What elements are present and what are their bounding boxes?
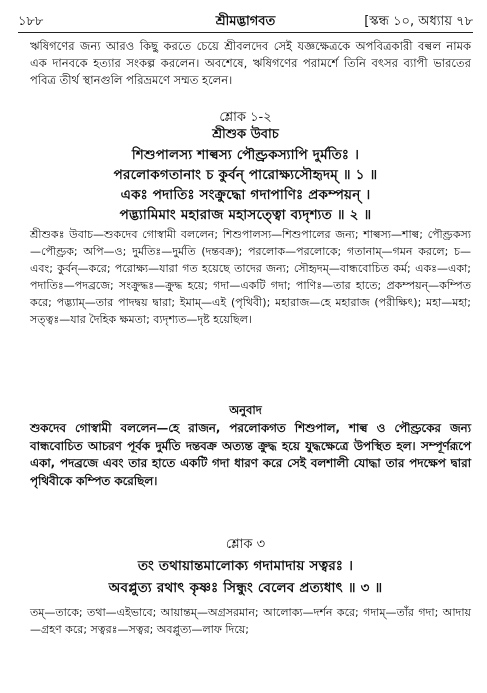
verse-line: শিশুপালস্য শাল্বস্য পৌণ্ড্রকস্যাপি দুর্মতিঃ । <box>131 147 360 163</box>
word-for-word: শ্রীশুকঃ উবাচ—শুকদেব গোস্বামী বললেন; শিশুপালস্য—শিশুপালের জন্য; শাল্বস্য—শাল্ব; পৌণ্ড্রকস্য—পৌণ্ড্রক; অপি—ও; দুর্মতিঃ—দুর্মতি (দন্তবক্র); পরলোক—পরলোকে; গতানাম্—গমন করলে; চ—এবং; কুর্বন্—করে; পরোক্ষ্য—যারা গত হয়েছে তাদের জন্য; সৌহৃদম্—বান্ধবোচিত কর্ম; একঃ—একা; পদাতিঃ—পদব্রজে; সংক্রুদ্ধঃ—ক্রুদ্ধ হয়ে; গদা—একটি গদা; পাণিঃ—তার হাতে; প্রকম্পয়ন্—কম্পিত করে; পদ্ভ্যাম্—তার পাদদ্বয় দ্বারা; ইমাম্—এই (পৃথিবী); মহারাজ—হে মহারাজ (পরীক্ষিৎ); মহা—মহা; সত্ত্বঃ—যার দৈহিক ক্ষমতা; ব্যদৃশ্যত—দৃষ্ট হয়েছিল। <box>30 228 471 326</box>
verse-heading: শ্লোক ১-২ <box>219 110 272 125</box>
verse-line: পরলোকগতানাং চ কুর্বন্ পারোক্ষ্যসৌহৃদম্ ॥ ১ ॥ <box>113 167 378 183</box>
header-divider <box>18 32 473 33</box>
word-for-word: তম্—তাকে; তথা—এইভাবে; আয়ান্তম্—অগ্রসরমান; আলোক্য—দর্শন করে; গদাম্—তাঁর গদা; আদায়—গ্রহণ করে; সত্বরঃ—সত্বর; অবপ্লুত্য—লাফ দিয়ে; <box>30 606 471 636</box>
verse-line: তং তথায়ান্তমালোক্য গদামাদায় সত্বরঃ । <box>137 558 354 574</box>
translation-heading: অনুবাদ <box>229 403 262 417</box>
page-number: ১৮৮ <box>18 14 44 29</box>
verse-heading: শ্লোক ৩ <box>225 537 266 552</box>
chapter-reference: [স্কন্ধ ১০, অধ্যায় ৭৮ <box>364 14 473 29</box>
translation-text: শুকদেব গোস্বামী বললেন—হে রাজন, পরলোকগত শিশুপাল, শাল্ব ও পৌণ্ড্রকের জন্য বান্ধবোচিত আচরণ পূর্বক দুর্মতি দন্তবক্র অত্যন্ত ক্রুদ্ধ হয়ে যুদ্ধক্ষেত্রে উপস্থিত হল। সম্পূর্ণরূপে একা, পদব্রজে এবং তার হাতে একটি গদা ধারণ করে সেই বলশালী যোদ্ধা তার পদক্ষেপ দ্বারা পৃথিবীকে কম্পিত করেছিল। <box>30 421 471 488</box>
verse-line: পদ্ভ্যামিমাং মহারাজ মহাসত্ত্বো ব্যদৃশ্যত ॥ ২ ॥ <box>119 207 372 223</box>
verse-line: অবপ্লুত্য রথাৎ কৃষ্ণঃ সিন্ধুং বেলেব প্রত্যধাৎ ॥ ৩ ॥ <box>108 580 383 596</box>
verse-speaker: শ্রীশুক উবাচ <box>212 127 279 142</box>
verse-line: একঃ পদাতিঃ সংক্রুদ্ধো গদাপাণিঃ প্রকম্পয়ন্ । <box>120 187 371 203</box>
page-header <box>18 10 473 32</box>
intro-paragraph: ঋষিগণের জন্য আরও কিছু করতে চেয়ে শ্রীবলদেব সেই যজ্ঞক্ষেত্রকে অপবিত্রকারী বল্বল নামক এক দানবকে হত্যার সংকল্প করলেন। অবশেষে, ঋষিগণের পরামর্শে তিনি বৎসর ব্যাপী ভারতের পবিত্র তীর্থ স্থানগুলি পরিভ্রমণে সম্মত হলেন। <box>30 39 471 87</box>
book-title: শ্রীমদ্ভাগবত <box>215 14 276 29</box>
